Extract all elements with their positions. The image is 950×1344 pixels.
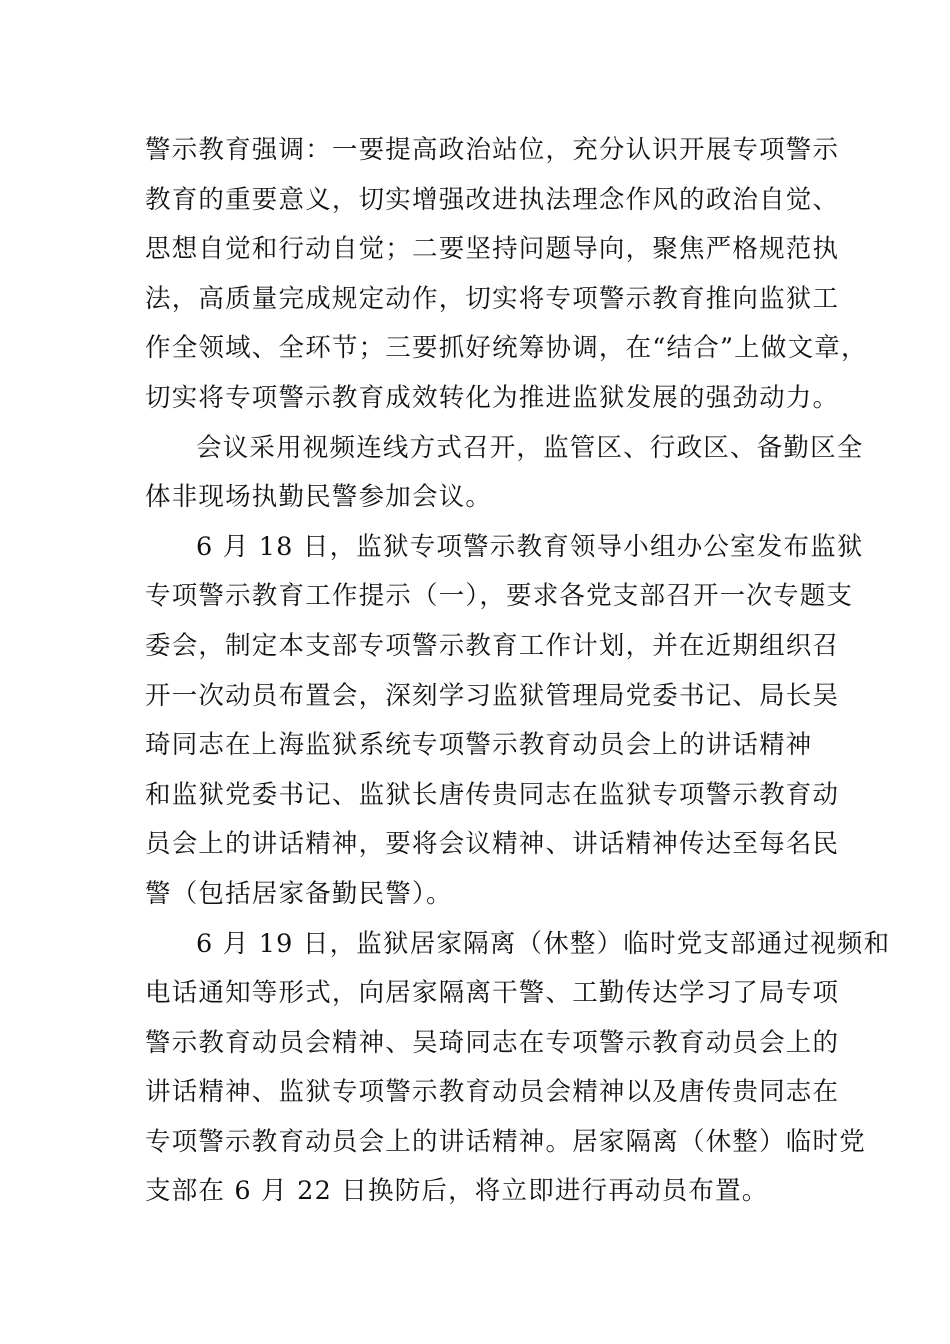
text-line: 警示教育强调：一要提高政治站位，充分认识开展专项警示 <box>145 135 840 165</box>
paragraph-2 <box>145 424 864 523</box>
text-line: 支部在 6 月 22 日换防后，将立即进行再动员布置。 <box>145 1176 769 1207</box>
text-line: 委会，制定本支部专项警示教育工作计划，并在近期组织召 <box>145 630 840 661</box>
text-line: 员会上的讲话精神，要将会议精神、讲话精神传达至每名民 <box>145 829 840 860</box>
document-body <box>145 126 891 1217</box>
text-line: 电话通知等形式，向居家隔离干警、工勤传达学习了局专项 <box>145 978 840 1009</box>
text-line: 体非现场执勤民警参加会议。 <box>145 482 493 513</box>
text-line: 专项警示教育动员会上的讲话精神。居家隔离（休整）临时党 <box>145 1126 866 1157</box>
text-line: 会议采用视频连线方式召开，监管区、行政区、备勤区全 <box>196 432 864 463</box>
paragraph-3 <box>145 523 864 920</box>
paragraph-1 <box>145 126 868 424</box>
text-line: 法，高质量完成规定动作，切实将专项警示教育推向监狱工 <box>145 283 840 314</box>
text-line: 切实将专项警示教育成效转化为推进监狱发展的强劲动力。 <box>145 382 840 413</box>
text-line: 专项警示教育工作提示（一），要求各党支部召开一次专题支 <box>145 581 854 612</box>
text-line: 开一次动员布置会，深刻学习监狱管理局党委书记、局长吴 <box>145 680 840 711</box>
text-line: 作全领域、全环节；三要抓好统筹协调，在“结合”上做文章， <box>145 333 868 364</box>
text-line: 教育的重要意义，切实增强改进执法理念作风的政治自觉、 <box>145 184 840 215</box>
text-line: 琦同志在上海监狱系统专项警示教育动员会上的讲话精神 <box>145 730 813 761</box>
text-line: 思想自觉和行动自觉；二要坚持问题导向，聚焦严格规范执 <box>145 234 840 265</box>
text-line: 警示教育动员会精神、吴琦同志在专项警示教育动员会上的 <box>145 1027 840 1058</box>
text-line: 警（包括居家备勤民警）。 <box>145 878 453 909</box>
paragraph-4 <box>145 920 891 1218</box>
text-line: 6 月 18 日，监狱专项警示教育领导小组办公室发布监狱 <box>196 531 864 562</box>
text-line: 讲话精神、监狱专项警示教育动员会精神以及唐传贵同志在 <box>145 1077 840 1108</box>
text-line: 6 月 19 日，监狱居家隔离（休整）临时党支部通过视频和 <box>196 928 891 959</box>
text-line: 和监狱党委书记、监狱长唐传贵同志在监狱专项警示教育动 <box>145 779 840 810</box>
